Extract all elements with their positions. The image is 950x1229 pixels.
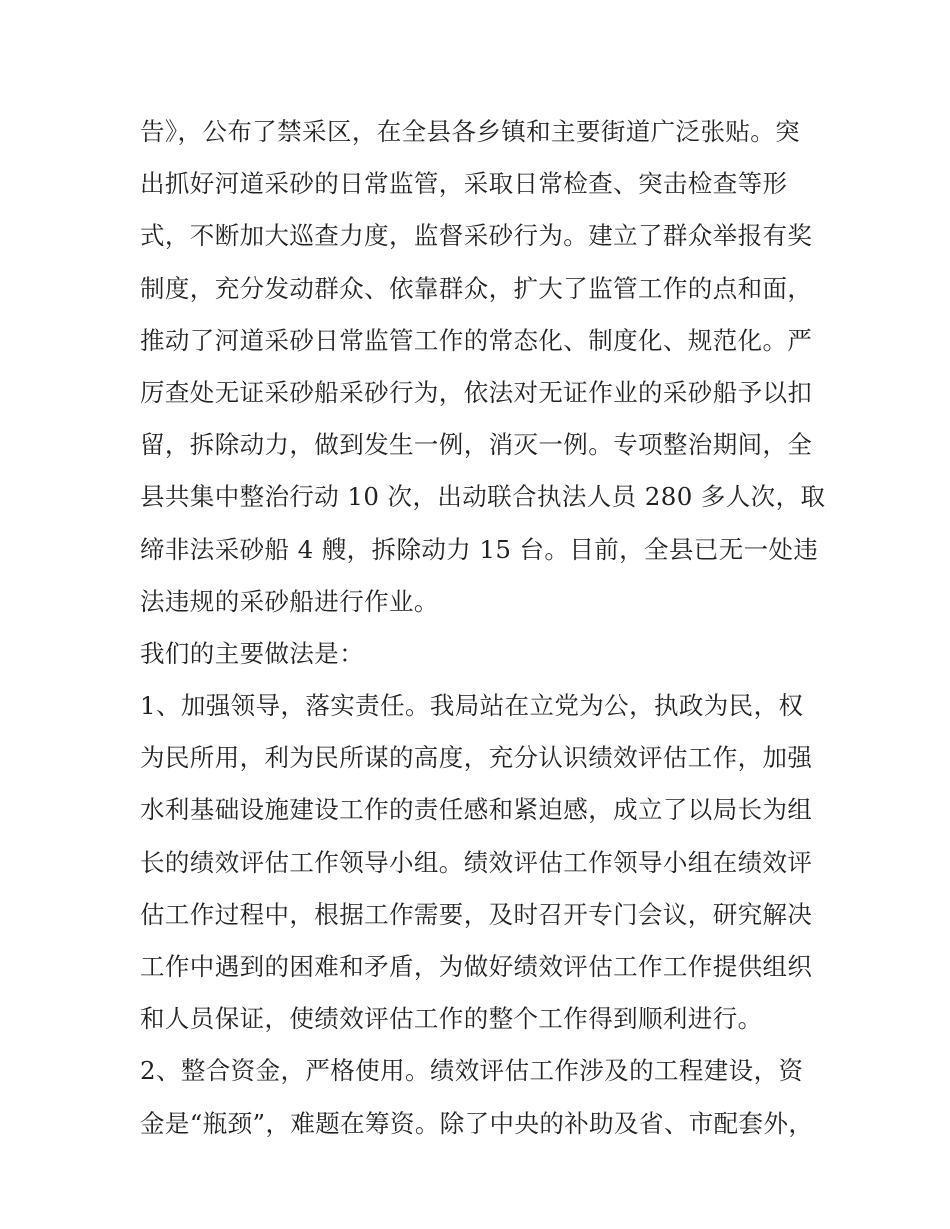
- text-line: 制度，充分发动群众、依靠群众，扩大了监管工作的点和面，: [140, 273, 813, 303]
- text-line: 水利基础设施建设工作的责任感和紧迫感，成立了以局长为组: [140, 795, 813, 825]
- text-line: 推动了河道采砂日常监管工作的常态化、制度化、规范化。严: [140, 325, 813, 355]
- text-line: 厉查处无证采砂船采砂行为，依法对无证作业的采砂船予以扣: [140, 377, 813, 407]
- text-line: 2、整合资金，严格使用。绩效评估工作涉及的工程建设，资: [140, 1056, 804, 1086]
- text-line: 工作中遇到的困难和矛盾，为做好绩效评估工作工作提供组织: [140, 952, 813, 981]
- text-line: 缔非法采砂船 4 艘，拆除动力 15 台。目前，全县已无一处违: [140, 534, 819, 564]
- text-line: 为民所用，利为民所谋的高度，充分认识绩效评估工作，加强: [140, 743, 813, 773]
- text-line: 我们的主要做法是：: [140, 638, 365, 668]
- text-line: 1、加强领导，落实责任。我局站在立党为公，执政为民，权: [140, 691, 804, 721]
- text-line: 县共集中整治行动 10 次，出动联合执法人员 280 多人次，取: [140, 482, 826, 512]
- text-line: 式，不断加大巡查力度，监督采砂行为。建立了群众举报有奖: [140, 221, 813, 251]
- text-line: 和人员保证，使绩效评估工作的整个工作得到顺利进行。: [140, 1004, 763, 1034]
- body-text: [140, 106, 840, 1150]
- text-line: 估工作过程中，根据工作需要，及时召开专门会议，研究解决: [140, 899, 813, 929]
- text-line: 告》，公布了禁采区，在全县各乡镇和主要街道广泛张贴。突: [140, 117, 801, 146]
- text-line: 长的绩效评估工作领导小组。绩效评估工作领导小组在绩效评: [140, 847, 813, 877]
- text-line: 法违规的采砂船进行作业。: [140, 586, 439, 616]
- text-line: 留，拆除动力，做到发生一例，消灭一例。专项整治期间，全: [140, 430, 813, 460]
- text-line: 金是“瓶颈”，难题在筹资。除了中央的补助及省、市配套外，: [140, 1108, 814, 1138]
- text-line: 出抓好河道采砂的日常监管，采取日常检查、突击检查等形: [140, 169, 788, 199]
